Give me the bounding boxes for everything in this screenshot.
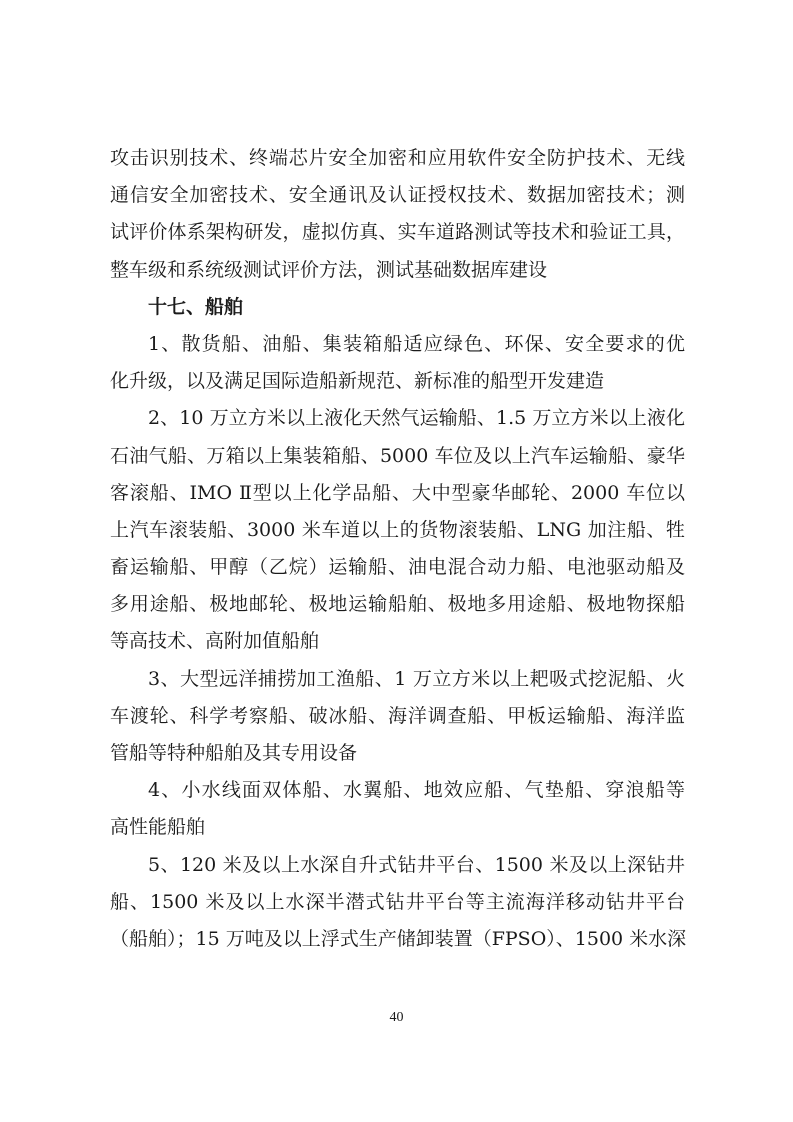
text-line: 多用途船、极地邮轮、极地运输船舶、极地多用途船、极地物探船 [110,593,685,616]
text-line: 1、散货船、油船、集装箱船适应绿色、环保、安全要求的优 [148,332,685,355]
text-line: 高性能船舶 [110,816,206,839]
text-line: 船、1500 米及以上水深半潜式钻井平台等主流海洋移动钻井平台 [110,890,685,913]
paragraph-item-4 [110,772,685,846]
paragraph-item-5 [110,847,685,959]
text-line: 车渡轮、科学考察船、破冰船、海洋调查船、甲板运输船、海洋监 [110,704,685,727]
paragraph-item-2 [110,400,685,660]
paragraph-continued [110,140,685,289]
text-line: 试评价体系架构研发，虚拟仿真、实车道路测试等技术和验证工具， [110,221,685,244]
text-line: 上汽车滚装船、3000 米车道以上的货物滚装船、LNG 加注船、牲 [110,518,685,541]
text-line: 3、大型远洋捕捞加工渔船、1 万立方米以上耙吸式挖泥船、火 [148,667,685,690]
page-number: 40 [389,1010,404,1025]
text-line: 畜运输船、甲醇（乙烷）运输船、油电混合动力船、电池驱动船及 [110,556,685,579]
text-line: 管船等特种船舶及其专用设备 [110,742,358,764]
text-line: 通信安全加密技术、安全通讯及认证授权技术、数据加密技术；测 [110,184,685,207]
text-line: 整车级和系统级测试评价方法，测试基础数据库建设 [110,258,548,281]
text-line: 2、10 万立方米以上液化天然气运输船、1.5 万立方米以上液化 [148,407,685,430]
paragraph-item-3 [110,661,685,773]
text-line: 化升级，以及满足国际造船新规范、新标准的船型开发建造 [110,370,605,393]
text-line: 等高技术、高附加值船舶 [110,630,320,653]
text-line: 石油气船、万箱以上集装箱船、5000 车位及以上汽车运输船、豪华 [110,444,685,467]
document-body [110,140,685,958]
text-line: （船舶）；15 万吨及以上浮式生产储卸装置（FPSO）、1500 米水深 [110,927,687,950]
text-line: 客滚船、IMO Ⅱ型以上化学品船、大中型豪华邮轮、2000 车位以 [110,481,685,504]
text-line: 5、120 米及以上水深自升式钻井平台、1500 米及以上深钻井 [148,853,685,876]
text-line: 攻击识别技术、终端芯片安全加密和应用软件安全防护技术、无线 [110,147,685,169]
paragraph-item-1 [110,326,685,400]
text-line: 4、小水线面双体船、水翼船、地效应船、气垫船、穿浪船等 [148,779,685,802]
section-heading [110,289,685,326]
section-title: 十七、船舶 [148,295,244,318]
